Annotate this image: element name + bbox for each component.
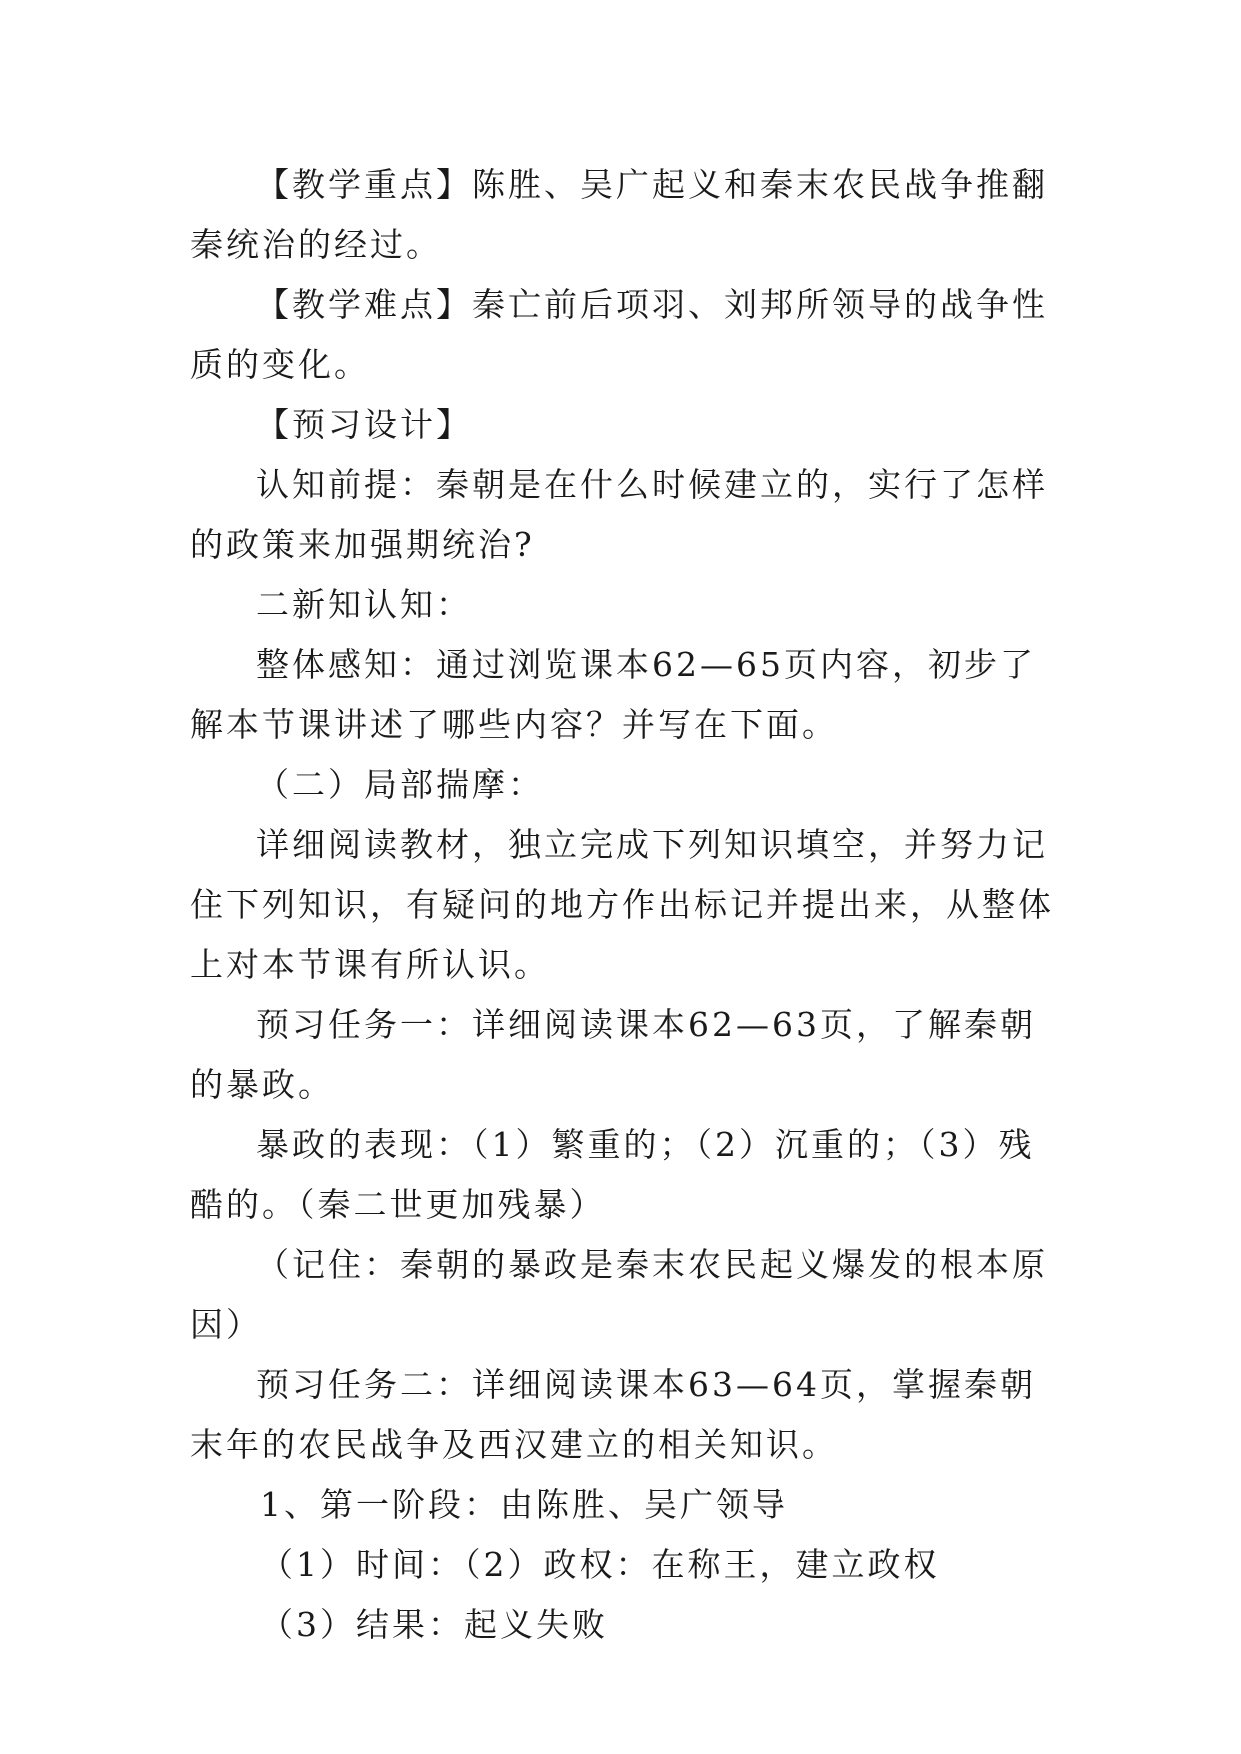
stage-one-item: 1、第一阶段：由陈胜、吴广领导 xyxy=(260,1485,788,1524)
preview-task-one-paragraph: 预习任务一：详细阅读课本62—63页，了解秦朝的暴政。 xyxy=(190,1005,1036,1104)
new-knowledge-heading: 二新知认知： xyxy=(256,585,472,624)
tyranny-manifestation-paragraph: 暴政的表现：（1）繁重的；（2）沉重的；（3）残酷的。（秦二世更加残暴） xyxy=(190,1125,1035,1224)
preview-design-heading: 【预习设计】 xyxy=(256,405,472,444)
teaching-focus-paragraph: 【教学重点】陈胜、吴广起义和秦末农民战争推翻秦统治的经过。 xyxy=(190,165,1048,264)
local-study-heading: （二）局部揣摩： xyxy=(256,765,544,804)
detailed-reading-paragraph: 详细阅读教材，独立完成下列知识填空，并努力记住下列知识，有疑问的地方作出标记并提出来，从整体上对本节课有所认识。 xyxy=(190,825,1054,984)
remember-note-paragraph: （记住：秦朝的暴政是秦末农民起义爆发的根本原因） xyxy=(190,1245,1048,1344)
overall-perception-paragraph: 整体感知：通过浏览课本62—65页内容，初步了解本节课讲述了哪些内容？并写在下面。 xyxy=(190,645,1036,744)
preview-task-two-paragraph: 预习任务二：详细阅读课本63—64页，掌握秦朝末年的农民战争及西汉建立的相关知识。 xyxy=(190,1365,1036,1464)
time-regime-item: （1）时间：（2）政权：在称王，建立政权 xyxy=(260,1545,940,1584)
cognitive-premise-paragraph: 认知前提：秦朝是在什么时候建立的，实行了怎样的政策来加强期统治? xyxy=(190,465,1048,564)
teaching-difficulty-paragraph: 【教学难点】秦亡前后项羽、刘邦所领导的战争性质的变化。 xyxy=(190,285,1048,384)
result-item: （3）结果：起义失败 xyxy=(260,1605,608,1644)
document-body xyxy=(190,155,1070,1655)
